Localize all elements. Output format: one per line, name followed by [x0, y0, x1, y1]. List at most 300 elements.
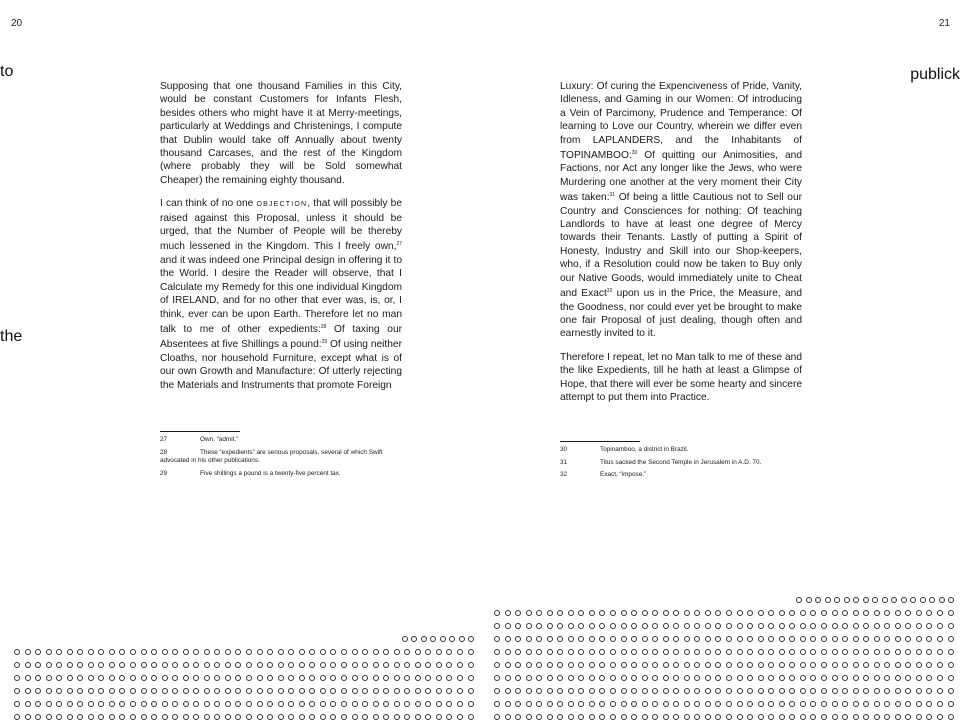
circle-outline-icon — [853, 688, 859, 694]
circle-outline-icon — [684, 688, 690, 694]
circle-outline-icon — [436, 675, 442, 681]
circle-outline-icon — [494, 649, 500, 655]
circle-outline-icon — [193, 714, 199, 720]
circle-outline-icon — [663, 623, 669, 629]
circle-outline-icon — [526, 688, 532, 694]
circle-outline-icon — [694, 714, 700, 720]
circle-outline-icon — [415, 701, 421, 707]
circle-outline-icon — [288, 688, 294, 694]
circle-outline-icon — [193, 675, 199, 681]
circle-outline-icon — [183, 701, 189, 707]
circle-outline-icon — [536, 688, 542, 694]
circle-outline-icon — [694, 701, 700, 707]
circle-outline-icon — [320, 714, 326, 720]
circle-outline-icon — [578, 688, 584, 694]
circle-outline-icon — [172, 662, 178, 668]
circle-outline-icon — [916, 675, 922, 681]
circle-outline-icon — [884, 662, 890, 668]
circle-outline-icon — [673, 688, 679, 694]
circle-outline-icon — [663, 649, 669, 655]
circle-outline-icon — [800, 701, 806, 707]
circle-outline-icon — [98, 714, 104, 720]
text-run: , that will possibly be raised against this Proposal, unless it should be urged, that the Number of People will be thereby much lessened in the Kingdom. This I freely own, — [160, 198, 402, 253]
circle-outline-icon — [77, 649, 83, 655]
circle-outline-icon — [652, 688, 658, 694]
circle-outline-icon — [383, 701, 389, 707]
circle-outline-icon — [905, 688, 911, 694]
circle-outline-icon — [362, 662, 368, 668]
footnote-text: Five shillings a pound is a twenty-five percent tax. — [200, 469, 341, 477]
circle-outline-icon — [884, 649, 890, 655]
circle-outline-icon — [425, 714, 431, 720]
circle-outline-icon — [446, 662, 452, 668]
circle-outline-icon — [162, 662, 168, 668]
circle-outline-icon — [652, 610, 658, 616]
circle-outline-icon — [821, 610, 827, 616]
circle-outline-icon — [246, 714, 252, 720]
circle-outline-icon — [425, 662, 431, 668]
circle-outline-icon — [109, 688, 115, 694]
circle-outline-icon — [547, 649, 553, 655]
circle-outline-icon — [141, 714, 147, 720]
circle-outline-icon — [789, 701, 795, 707]
circle-outline-icon — [320, 688, 326, 694]
circle-outline-icon — [810, 649, 816, 655]
circle-outline-icon — [589, 610, 595, 616]
circle-outline-icon — [383, 675, 389, 681]
circle-outline-icon — [568, 610, 574, 616]
circle-outline-icon — [235, 662, 241, 668]
circle-outline-icon — [526, 675, 532, 681]
circle-outline-icon — [457, 688, 463, 694]
circle-outline-icon — [652, 662, 658, 668]
circle-outline-icon — [937, 649, 943, 655]
circle-outline-icon — [383, 662, 389, 668]
circle-outline-icon — [768, 649, 774, 655]
circle-outline-icon — [299, 675, 305, 681]
circle-outline-icon — [948, 597, 954, 603]
circle-outline-icon — [421, 636, 427, 642]
circle-outline-icon — [810, 701, 816, 707]
circle-outline-icon — [926, 688, 932, 694]
circle-outline-icon — [948, 662, 954, 668]
circle-outline-icon — [425, 688, 431, 694]
circle-outline-icon — [705, 675, 711, 681]
circle-outline-icon — [46, 701, 52, 707]
circle-outline-icon — [842, 714, 848, 720]
circle-outline-icon — [589, 675, 595, 681]
circle-outline-icon — [937, 662, 943, 668]
circle-outline-icon — [853, 636, 859, 642]
footnote-rule — [160, 431, 240, 432]
circle-outline-icon — [394, 701, 400, 707]
circle-outline-icon — [214, 662, 220, 668]
circle-outline-icon — [779, 636, 785, 642]
circle-outline-icon — [905, 623, 911, 629]
circle-outline-icon — [684, 636, 690, 642]
circle-outline-icon — [863, 610, 869, 616]
text-run: and it was indeed one Principal design in offering it to the World. I desire the Reader will observe, that I Calculate my Remedy for this one individual Kingdom of IRELAND, and for no other that ever was, is, or, I think, ever can be upon Earth. Therefore let no man talk to me of other expedients: — [160, 254, 402, 335]
circle-outline-icon — [415, 662, 421, 668]
circle-outline-icon — [610, 636, 616, 642]
circle-outline-icon — [309, 714, 315, 720]
circle-outline-icon — [937, 701, 943, 707]
circle-outline-icon — [747, 623, 753, 629]
circle-outline-icon — [663, 636, 669, 642]
circle-outline-icon — [557, 649, 563, 655]
footnote-text: Titus sacked the Second Temple in Jerusalem in A.D. 70. — [600, 458, 762, 466]
circle-outline-icon — [214, 714, 220, 720]
circle-outline-icon — [939, 597, 945, 603]
circle-outline-icon — [568, 636, 574, 642]
circle-outline-icon — [673, 662, 679, 668]
circle-outline-icon — [119, 688, 125, 694]
circle-outline-icon — [14, 662, 20, 668]
circle-outline-icon — [578, 623, 584, 629]
footnote-ref-28[interactable]: 28 — [320, 323, 327, 330]
circle-outline-icon — [436, 662, 442, 668]
circle-outline-icon — [758, 649, 764, 655]
circle-outline-icon — [536, 662, 542, 668]
circle-outline-icon — [14, 701, 20, 707]
circle-outline-icon — [715, 714, 721, 720]
circle-outline-icon — [821, 714, 827, 720]
circle-outline-icon — [288, 714, 294, 720]
circle-outline-icon — [621, 662, 627, 668]
circle-outline-icon — [35, 675, 41, 681]
circle-outline-icon — [800, 688, 806, 694]
circle-outline-icon — [737, 610, 743, 616]
circle-outline-icon — [853, 662, 859, 668]
circle-outline-icon — [288, 675, 294, 681]
circle-outline-icon — [895, 701, 901, 707]
circle-outline-icon — [895, 662, 901, 668]
circle-outline-icon — [726, 623, 732, 629]
circle-outline-icon — [916, 649, 922, 655]
circle-outline-icon — [341, 688, 347, 694]
circle-outline-icon — [468, 688, 474, 694]
circle-outline-icon — [884, 701, 890, 707]
circle-outline-icon — [330, 662, 336, 668]
circle-outline-icon — [821, 636, 827, 642]
footnote-item — [560, 446, 810, 455]
circle-outline-icon — [494, 623, 500, 629]
circle-outline-icon — [352, 688, 358, 694]
circle-outline-icon — [874, 610, 880, 616]
circle-outline-icon — [694, 649, 700, 655]
circle-outline-icon — [737, 688, 743, 694]
circle-outline-icon — [88, 662, 94, 668]
circle-outline-icon — [352, 701, 358, 707]
circle-outline-icon — [440, 636, 446, 642]
circle-outline-icon — [948, 675, 954, 681]
circle-outline-icon — [905, 636, 911, 642]
left-paragraph-1: Supposing that one thousand Families in this City, would be constant Customers for Infants Flesh, besides others who might have it at Merry-meetings, particularly at Weddings and Christenings, I compute that Dublin would take off Annually about twenty thousand Carcases, and the rest of the Kingdom (where probably they will be Sold somewhat Cheaper) the remaining eighty thousand. — [160, 81, 402, 186]
footnote-ref-27[interactable]: 27 — [396, 241, 402, 248]
right-paragraph-1 — [560, 80, 802, 341]
circle-outline-icon — [267, 675, 273, 681]
circle-outline-icon — [204, 714, 210, 720]
circle-outline-icon — [56, 675, 62, 681]
circle-outline-icon — [46, 649, 52, 655]
footnote-ref-32[interactable]: 32 — [606, 288, 613, 295]
circle-outline-icon — [895, 649, 901, 655]
circle-outline-icon — [610, 688, 616, 694]
circle-outline-icon — [257, 662, 263, 668]
circle-outline-icon — [779, 675, 785, 681]
circle-outline-icon — [631, 688, 637, 694]
circle-outline-icon — [235, 675, 241, 681]
circle-outline-icon — [726, 701, 732, 707]
circle-outline-icon — [789, 636, 795, 642]
circle-outline-icon — [779, 610, 785, 616]
circle-outline-icon — [589, 636, 595, 642]
circle-outline-icon — [526, 701, 532, 707]
circle-outline-icon — [916, 636, 922, 642]
text-run: Of quitting our Animosities, and Factions, nor Act any longer like the Jews, who were Murdering one another at the very moment their City was taken: — [560, 150, 802, 204]
circle-outline-icon — [494, 714, 500, 720]
circle-outline-icon — [874, 701, 880, 707]
circle-outline-icon — [874, 623, 880, 629]
circle-outline-icon — [810, 688, 816, 694]
circle-outline-icon — [515, 688, 521, 694]
circle-outline-icon — [926, 649, 932, 655]
margin-word-to: to — [0, 63, 14, 80]
circle-outline-icon — [832, 662, 838, 668]
circle-outline-icon — [98, 675, 104, 681]
circle-outline-icon — [810, 675, 816, 681]
circle-outline-icon — [779, 688, 785, 694]
circle-outline-icon — [352, 675, 358, 681]
circle-outline-icon — [56, 714, 62, 720]
circle-outline-icon — [937, 636, 943, 642]
circle-outline-icon — [373, 649, 379, 655]
circle-outline-icon — [895, 688, 901, 694]
circle-outline-icon — [267, 649, 273, 655]
circle-outline-icon — [172, 701, 178, 707]
circle-outline-icon — [916, 610, 922, 616]
circle-outline-icon — [457, 662, 463, 668]
circle-outline-icon — [905, 610, 911, 616]
circle-outline-icon — [705, 649, 711, 655]
circle-outline-icon — [25, 714, 31, 720]
circle-outline-icon — [468, 636, 474, 642]
circle-outline-icon — [916, 701, 922, 707]
circle-outline-icon — [815, 597, 821, 603]
circle-outline-icon — [694, 675, 700, 681]
circle-outline-icon — [806, 597, 812, 603]
circle-outline-icon — [536, 714, 542, 720]
footnote-number: 28 — [160, 448, 168, 456]
circle-outline-icon — [547, 675, 553, 681]
circle-outline-icon — [884, 714, 890, 720]
circle-outline-icon — [684, 714, 690, 720]
text-run: upon us in the Price, the Measure, and the Goodness, nor could ever yet be brought to make one fair Proposal of just dealing, though often and earnestly invited to it. — [560, 288, 803, 340]
circle-outline-icon — [926, 714, 932, 720]
circle-outline-icon — [610, 649, 616, 655]
circle-outline-icon — [673, 623, 679, 629]
circle-outline-icon — [631, 662, 637, 668]
circle-outline-icon — [404, 701, 410, 707]
circle-outline-icon — [948, 623, 954, 629]
circle-outline-icon — [578, 610, 584, 616]
circle-outline-icon — [747, 675, 753, 681]
circle-outline-icon — [341, 662, 347, 668]
circle-outline-icon — [425, 701, 431, 707]
circle-outline-icon — [874, 662, 880, 668]
circle-outline-icon — [468, 662, 474, 668]
circle-outline-icon — [109, 714, 115, 720]
circle-outline-icon — [320, 649, 326, 655]
circle-outline-icon — [895, 714, 901, 720]
circle-outline-icon — [536, 649, 542, 655]
circle-outline-icon — [557, 662, 563, 668]
circle-outline-icon — [320, 701, 326, 707]
circle-outline-icon — [895, 675, 901, 681]
circle-outline-icon — [225, 675, 231, 681]
circle-outline-icon — [267, 662, 273, 668]
circle-outline-icon — [119, 714, 125, 720]
circle-outline-icon — [937, 714, 943, 720]
circle-outline-icon — [468, 701, 474, 707]
circle-outline-icon — [67, 688, 73, 694]
circle-outline-icon — [547, 688, 553, 694]
circle-outline-icon — [673, 714, 679, 720]
circle-outline-icon — [926, 610, 932, 616]
circle-outline-icon — [151, 714, 157, 720]
circle-outline-icon — [383, 649, 389, 655]
dot-row — [14, 697, 474, 710]
footnotes-left — [160, 431, 410, 482]
footnote-ref-29[interactable]: 29 — [321, 339, 328, 346]
circle-outline-icon — [77, 688, 83, 694]
circle-outline-icon — [459, 636, 465, 642]
circle-outline-icon — [863, 675, 869, 681]
circle-outline-icon — [246, 675, 252, 681]
dot-row — [14, 645, 474, 658]
circle-outline-icon — [694, 662, 700, 668]
text-run: Of using neither Cloaths, nor household Furniture, except what is of our own Growth and Manufacture: Of utterly rejecting the Materials and Instruments that promote Foreign — [160, 339, 402, 391]
circle-outline-icon — [225, 649, 231, 655]
circle-outline-icon — [631, 701, 637, 707]
circle-outline-icon — [684, 623, 690, 629]
circle-outline-icon — [768, 688, 774, 694]
margin-word-publick: publick — [910, 66, 960, 83]
circle-outline-icon — [853, 597, 859, 603]
circle-outline-icon — [863, 714, 869, 720]
circle-outline-icon — [715, 623, 721, 629]
circle-outline-icon — [568, 623, 574, 629]
circle-outline-icon — [705, 610, 711, 616]
circle-outline-icon — [515, 701, 521, 707]
circle-outline-icon — [193, 688, 199, 694]
circle-outline-icon — [557, 701, 563, 707]
circle-outline-icon — [779, 623, 785, 629]
circle-outline-icon — [825, 597, 831, 603]
circle-outline-icon — [67, 675, 73, 681]
circle-outline-icon — [768, 610, 774, 616]
circle-outline-icon — [821, 649, 827, 655]
circle-outline-icon — [246, 688, 252, 694]
circle-outline-icon — [77, 675, 83, 681]
circle-outline-icon — [920, 597, 926, 603]
circle-outline-icon — [505, 688, 511, 694]
circle-outline-icon — [352, 649, 358, 655]
circle-outline-icon — [631, 714, 637, 720]
circle-outline-icon — [705, 714, 711, 720]
page-number-right: 21 — [938, 18, 950, 29]
circle-outline-icon — [874, 675, 880, 681]
circle-outline-icon — [14, 688, 20, 694]
circle-outline-icon — [526, 610, 532, 616]
circle-outline-icon — [267, 688, 273, 694]
circle-outline-icon — [505, 649, 511, 655]
circle-outline-icon — [568, 649, 574, 655]
circle-outline-icon — [810, 636, 816, 642]
footnote-item — [560, 459, 810, 468]
circle-outline-icon — [705, 662, 711, 668]
circle-outline-icon — [874, 636, 880, 642]
circle-outline-icon — [557, 675, 563, 681]
circle-outline-icon — [46, 675, 52, 681]
circle-outline-icon — [853, 675, 859, 681]
right-paragraph-2: Therefore I repeat, let no Man talk to me of these and the like Expedients, till he hath at least a Glimpse of Hope, that there will ever be some hearty and sincere attempt to put them into Practice. — [560, 351, 802, 403]
circle-outline-icon — [46, 714, 52, 720]
circle-outline-icon — [758, 610, 764, 616]
circle-outline-icon — [257, 701, 263, 707]
circle-outline-icon — [610, 623, 616, 629]
circle-outline-icon — [494, 701, 500, 707]
footnote-ref-30[interactable]: 30 — [631, 150, 638, 157]
circle-outline-icon — [796, 597, 802, 603]
footnote-ref-31[interactable]: 31 — [609, 192, 616, 199]
circle-outline-icon — [821, 701, 827, 707]
circle-outline-icon — [204, 701, 210, 707]
circle-outline-icon — [515, 623, 521, 629]
circle-outline-icon — [278, 662, 284, 668]
circle-outline-icon — [568, 688, 574, 694]
circle-outline-icon — [895, 636, 901, 642]
circle-outline-icon — [747, 662, 753, 668]
circle-outline-icon — [373, 714, 379, 720]
circle-outline-icon — [151, 688, 157, 694]
footnote-number: 27 — [160, 436, 168, 444]
circle-outline-icon — [515, 714, 521, 720]
circle-outline-icon — [14, 714, 20, 720]
circle-outline-icon — [130, 675, 136, 681]
circle-outline-icon — [394, 662, 400, 668]
circle-outline-icon — [235, 701, 241, 707]
circle-outline-icon — [468, 714, 474, 720]
circle-outline-icon — [800, 623, 806, 629]
circle-outline-icon — [341, 649, 347, 655]
circle-outline-icon — [652, 714, 658, 720]
circle-outline-icon — [715, 636, 721, 642]
circle-outline-icon — [726, 675, 732, 681]
circle-outline-icon — [494, 688, 500, 694]
circle-outline-icon — [895, 623, 901, 629]
circle-outline-icon — [214, 675, 220, 681]
circle-outline-icon — [204, 649, 210, 655]
circle-outline-icon — [758, 662, 764, 668]
circle-outline-icon — [810, 714, 816, 720]
right-text-column — [560, 80, 802, 414]
circle-outline-icon — [225, 688, 231, 694]
circle-outline-icon — [67, 662, 73, 668]
circle-outline-icon — [141, 662, 147, 668]
circle-outline-icon — [578, 649, 584, 655]
circle-outline-icon — [821, 688, 827, 694]
